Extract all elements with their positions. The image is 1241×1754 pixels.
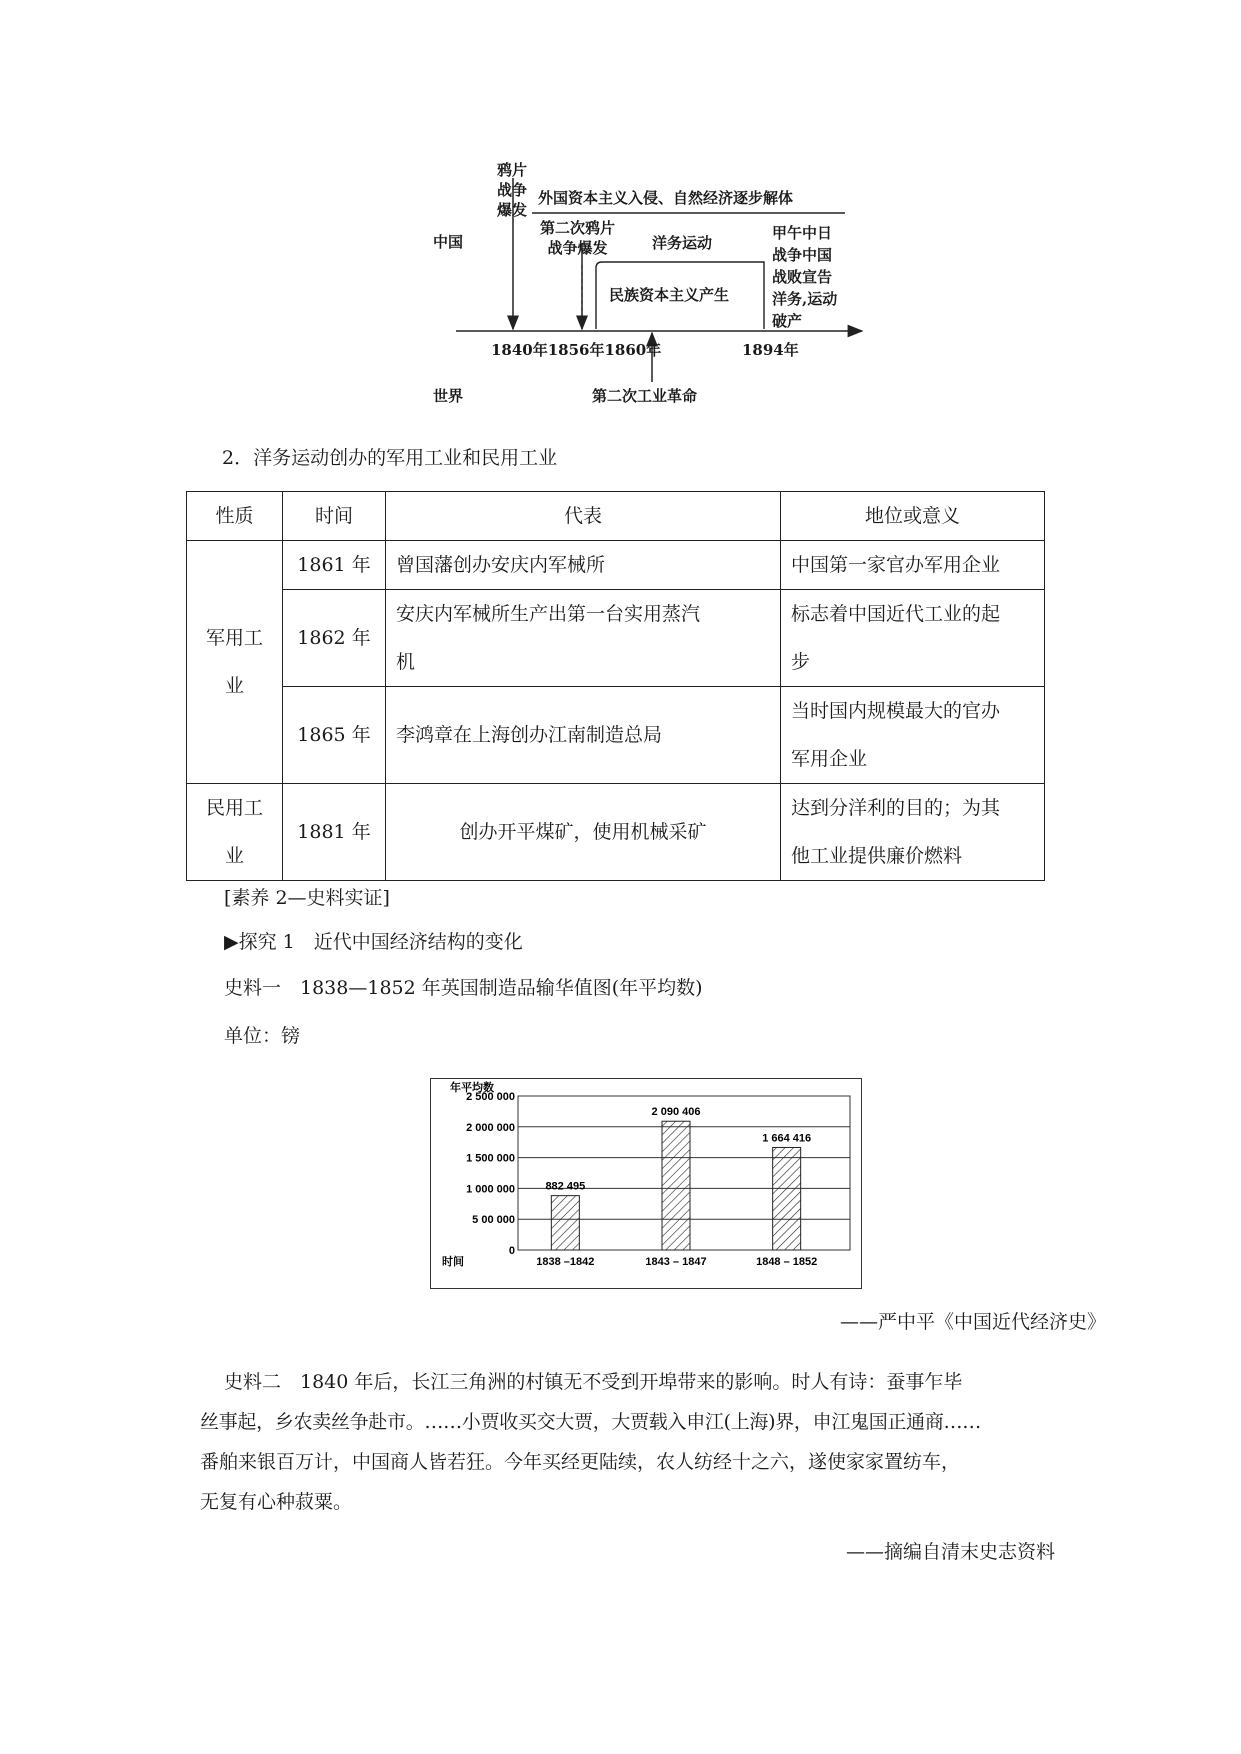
table-row — [187, 541, 1045, 590]
source1-title: 史料一 1838—1852 年英国制造品输华值图(年平均数) — [224, 977, 703, 999]
y-tick-label: 1 500 000 — [466, 1152, 515, 1165]
timeline-year-1894: 1894年 — [742, 341, 799, 359]
y-tick-label: 2 000 000 — [466, 1121, 515, 1134]
explore-heading: ▶探究 1 近代中国经济结构的变化 — [224, 931, 523, 953]
row-label-china: 中国 — [433, 233, 464, 251]
second-industrial-revolution-label: 第二次工业革命 — [592, 387, 698, 405]
table-cell-sig: 中国第一家官办军用企业 — [781, 541, 1045, 590]
category-civil: 民用工 业 — [187, 784, 283, 881]
table-row — [187, 784, 1045, 881]
timeline-years-left: 1840年1856年1860年 — [491, 341, 662, 359]
table-header: 性质 — [187, 492, 283, 541]
y-tick-label: 0 — [508, 1245, 515, 1257]
table-cell-year: 1862 年 — [283, 590, 386, 687]
table-cell-sig: 标志着中国近代工业的起 步 — [781, 590, 1045, 687]
bar-chart — [430, 1078, 862, 1289]
x-tick-label: 1838 –1842 — [536, 1256, 595, 1268]
industry-table — [186, 491, 1045, 881]
table-cell-year: 1861 年 — [283, 541, 386, 590]
source2-line: 番舶来银百万计，中国商人皆若狂。今年买经更陆续，农人纺经十之六，遂使家家置纺车， — [200, 1451, 961, 1473]
second-opium-war-label: 第二次鸦片 战争爆发 — [540, 219, 616, 257]
section2-heading: 2．洋务运动创办的军用工业和民用工业 — [222, 447, 558, 469]
national-capitalism-label: 民族资本主义产生 — [609, 286, 730, 304]
table-cell-year: 1865 年 — [283, 687, 386, 784]
self-strengthening-label: 洋务运动 — [652, 234, 713, 252]
sino-japanese-war-label: 甲午中日 战争中国 战败宣告 洋务,运动 破产 — [772, 224, 838, 330]
y-tick-label: 2 500 000 — [466, 1091, 515, 1103]
y-axis-label: 年平均数 — [450, 1082, 494, 1094]
source2-line: 丝事起，乡农卖丝争赴市。……小贾收买交大贾，大贾载入申江(上海)界，申江鬼国正通商…… — [200, 1411, 981, 1433]
source2-paragraph — [200, 1362, 1074, 1522]
bar — [773, 1147, 801, 1250]
table-header: 时间 — [283, 492, 386, 541]
table-header: 代表 — [386, 492, 781, 541]
x-tick-label: 1848 – 1852 — [756, 1256, 818, 1268]
source2-line: 无复有心种菽粟。 — [200, 1491, 353, 1513]
table-header: 地位或意义 — [781, 492, 1045, 541]
foreign-invasion-label: 外国资本主义入侵、自然经济逐步解体 — [538, 189, 794, 207]
x-axis-label: 时间 — [442, 1256, 464, 1268]
table-cell-sig: 当时国内规模最大的官办 军用企业 — [781, 687, 1045, 784]
data-label: 1 664 416 — [762, 1132, 812, 1145]
table-cell-rep: 曾国藩创办安庆内军械所 — [386, 541, 781, 590]
table-cell-sig: 达到分洋利的目的；为其 他工业提供廉价燃料 — [781, 784, 1045, 881]
source1-citation: ——严中平《中国近代经济史》 — [840, 1311, 1107, 1333]
source2-citation: ——摘编自清末史志资料 — [846, 1541, 1056, 1563]
literacy-tag: [素养 2—史料实证] — [224, 887, 390, 909]
table-row — [187, 687, 1045, 784]
row-label-world: 世界 — [433, 387, 464, 405]
source2-line: 史料二 1840 年后，长江三角洲的村镇无不受到开埠带来的影响。时人有诗：蚕事乍毕 — [224, 1371, 963, 1393]
category-military: 军用工 业 — [187, 541, 283, 784]
table-cell-rep: 创办开平煤矿，使用机械采矿 — [386, 784, 781, 881]
y-tick-label: 5 00 000 — [472, 1214, 515, 1227]
unit-label: 单位：镑 — [224, 1025, 301, 1047]
table-cell-year: 1881 年 — [283, 784, 386, 881]
table-cell-rep: 李鸿章在上海创办江南制造总局 — [386, 687, 781, 784]
table-header-row — [187, 492, 1045, 541]
bar — [662, 1121, 690, 1250]
data-label: 2 090 406 — [651, 1106, 701, 1119]
table-cell-rep: 安庆内军械所生产出第一台实用蒸汽 机 — [386, 590, 781, 687]
data-label: 882 495 — [545, 1180, 586, 1193]
table-row — [187, 590, 1045, 687]
bar — [551, 1196, 579, 1250]
y-tick-label: 1 000 000 — [466, 1183, 515, 1196]
x-tick-label: 1843 – 1847 — [645, 1256, 707, 1268]
opium-war-label: 鸦片 战争 爆发 — [497, 161, 528, 219]
